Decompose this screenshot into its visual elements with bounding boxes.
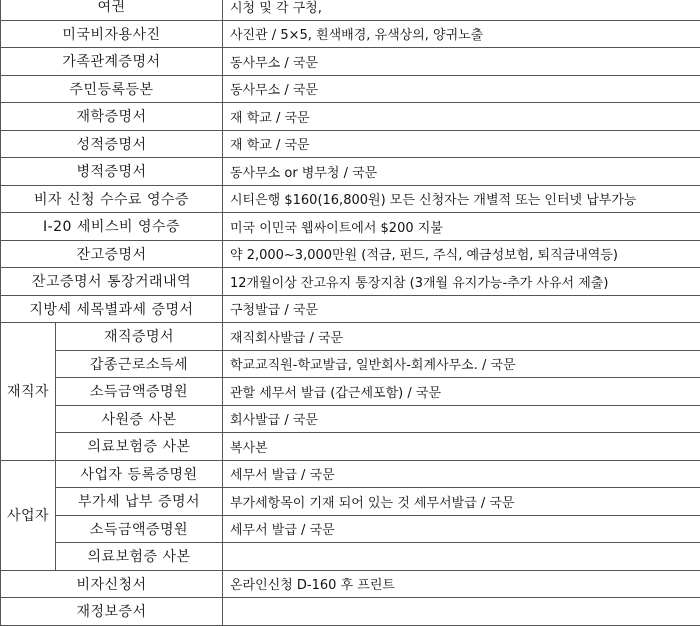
table-row (1, 48, 700, 76)
document-name: 지방세 세목별과세 증명서 (1, 295, 223, 323)
issuing-info: 부가세항목이 기재 되어 있는 것 세무서발급 / 국문 (223, 488, 700, 516)
issuing-info: 재직회사발급 / 국문 (223, 323, 700, 351)
table-row (1, 350, 700, 378)
document-name: 소득금액증명원 (56, 378, 223, 406)
document-name: 잔고증명서 통장거래내역 (1, 268, 223, 296)
document-name: 가족관계증명서 (1, 48, 223, 76)
table-row (1, 75, 700, 103)
table-row (1, 460, 700, 488)
table-row (1, 103, 700, 131)
table-row (1, 213, 700, 241)
table-row (1, 405, 700, 433)
issuing-info: 재 학교 / 국문 (223, 103, 700, 131)
table-row (1, 268, 700, 296)
table-row (1, 240, 700, 268)
table-row (1, 158, 700, 186)
document-name: 의료보험증 사본 (56, 543, 223, 571)
issuing-info: 세무서 발급 / 국문 (223, 515, 700, 543)
issuing-info: 동사무소 / 국문 (223, 48, 700, 76)
issuing-info: 복사본 (223, 433, 700, 461)
table-row (1, 515, 700, 543)
document-name: 병적증명서 (1, 158, 223, 186)
document-name: I-20 세비스비 영수증 (1, 213, 223, 241)
issuing-info: 구청발급 / 국문 (223, 295, 700, 323)
document-name: 소득금액증명원 (56, 515, 223, 543)
document-name: 성적증명서 (1, 130, 223, 158)
issuing-info: 약 2,000~3,000만원 (적금, 펀드, 주식, 예금성보험, 퇴직금내역등) (223, 240, 700, 268)
issuing-info: 12개월이상 잔고유지 통장지참 (3개월 유지가능-추가 사유서 제출) (223, 268, 700, 296)
issuing-info: 사진관 / 5×5, 흰색배경, 유색상의, 양귀노출 (223, 20, 700, 48)
table-row (1, 378, 700, 406)
table-row (1, 543, 700, 571)
issuing-info: 온라인신청 D-160 후 프린트 (223, 570, 700, 598)
table-row (1, 295, 700, 323)
issuing-info: 관할 세무서 발급 (갑근세포함) / 국문 (223, 378, 700, 406)
table-row (1, 20, 700, 48)
table-row (1, 130, 700, 158)
document-name: 갑종근로소득세 (56, 350, 223, 378)
table-row (1, 598, 700, 626)
issuing-info (223, 543, 700, 571)
issuing-info: 동사무소 or 병무청 / 국문 (223, 158, 700, 186)
table-row (1, 323, 700, 351)
issuing-info: 시청 및 각 구청, (223, 0, 700, 20)
document-name: 비자신청서 (1, 570, 223, 598)
document-name: 의료보험증 사본 (56, 433, 223, 461)
table-row (1, 433, 700, 461)
issuing-info (223, 598, 700, 626)
issuing-info: 미국 이민국 웹싸이트에서 $200 지불 (223, 213, 700, 241)
issuing-info: 세무서 발급 / 국문 (223, 460, 700, 488)
issuing-info: 동사무소 / 국문 (223, 75, 700, 103)
group-label-employed: 재직자 (1, 323, 56, 461)
table-row (1, 0, 700, 20)
document-name: 미국비자용사진 (1, 20, 223, 48)
document-name: 사업자 등록증명원 (56, 460, 223, 488)
document-name: 비자 신청 수수료 영수증 (1, 185, 223, 213)
table-row (1, 488, 700, 516)
document-name: 재정보증서 (1, 598, 223, 626)
document-name: 여권 (1, 0, 223, 20)
document-name: 재학증명서 (1, 103, 223, 131)
issuing-info: 학교교직원-학교발급, 일반회사-회계사무소. / 국문 (223, 350, 700, 378)
document-name: 잔고증명서 (1, 240, 223, 268)
issuing-info: 시티은행 $160(16,800원) 모든 신청자는 개별적 또는 인터넷 납부가능 (223, 185, 700, 213)
table-row (1, 570, 700, 598)
document-name: 재직증명서 (56, 323, 223, 351)
document-name: 부가세 납부 증명서 (56, 488, 223, 516)
issuing-info: 회사발급 / 국문 (223, 405, 700, 433)
table-row (1, 185, 700, 213)
issuing-info: 재 학교 / 국문 (223, 130, 700, 158)
document-name: 사원증 사본 (56, 405, 223, 433)
document-name: 주민등록등본 (1, 75, 223, 103)
group-label-business: 사업자 (1, 460, 56, 570)
